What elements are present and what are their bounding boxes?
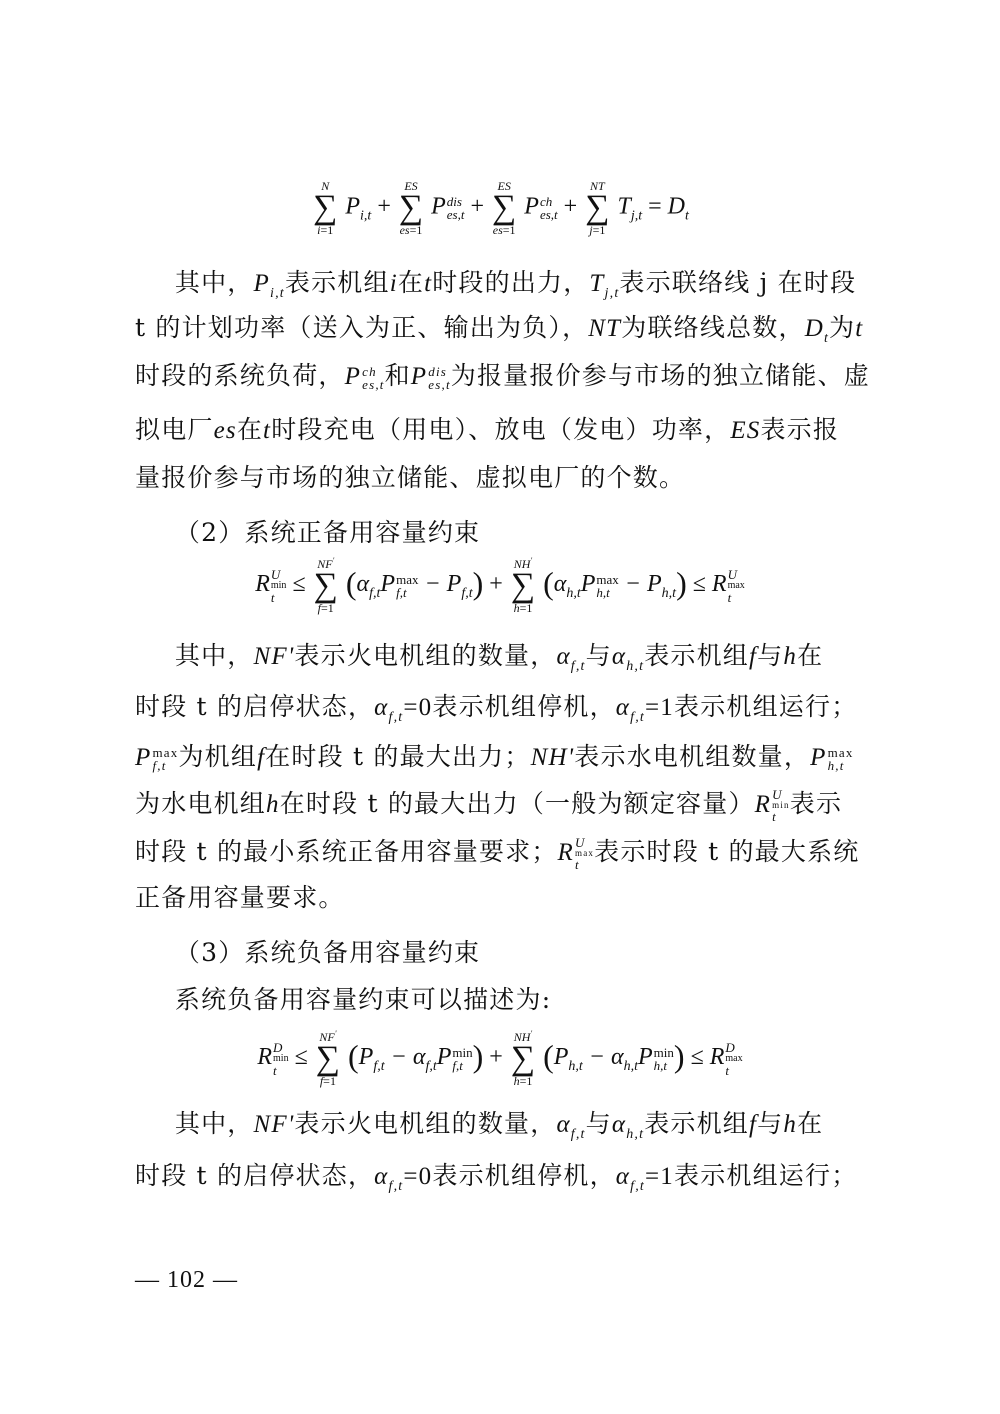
paragraph-1-line-4: 拟电厂es在t时段充电（用电）、放电（发电）功率，ES表示报	[135, 415, 840, 444]
equation-down-reserve: R D min t ≤ NF' ∑ f=1 ($P_{f,t} - \alpha_{f,t}P$ min f,t ) + NH' ∑ h=1 ($P_{h,t} - \alpha_{h,t}P$ min h,t ) ≤ R D max t	[257, 1029, 743, 1089]
paragraph-2-line-3: P max f,t 为机组f在时段 t 的最大出力；NH'表示水电机组数量，P max h,t	[135, 742, 854, 773]
paragraph-2-line-6: 正备用容量要求。	[135, 883, 345, 912]
page-number: — 102 —	[135, 1267, 238, 1293]
paragraph-2-line-1: 其中，NF'表示火电机组的数量，$\alpha_{f,t}$与$\alpha_{h,t}$表示机组f与h在	[135, 641, 824, 674]
equation-power-balance: N ∑ i=1 $P_{i,t}$ + ES ∑ es=1 P dis es,t + ES ∑ es=1 P ch es,t + NT ∑ j=1 $T_{j,t} = D_t$	[313, 179, 689, 238]
paragraph-1-line-3: 时段的系统负荷，P ch es,t 和P dis es,t 为报量报价参与市场的独立储能、虚	[135, 361, 870, 392]
section-heading-3: （3）系统负备用容量约束	[174, 938, 481, 967]
paragraph-4-line-1: 其中，NF'表示火电机组的数量，$\alpha_{f,t}$与$\alpha_{h,t}$表示机组f与h在	[135, 1109, 824, 1142]
equation-up-reserve: R U min t ≤ NF' ∑ f=1 ($\alpha_{f,t}P$ max f,t − $P_{f,t}$) + NH' ∑ h=1 ($\alpha_{h,t}P$ max h,t − $P_{h,t}) \le R$ U max t	[255, 556, 745, 616]
paragraph-4-line-2: 时段 t 的启停状态，$\alpha_{f,t}=0$表示机组停机，$\alpha_{f,t}=1$表示机组运行；	[135, 1161, 858, 1194]
paragraph-1-line-5: 量报价参与市场的独立储能、虚拟电厂的个数。	[135, 463, 686, 492]
paragraph-2-line-5: 时段 t 的最小系统正备用容量要求；R U max t 表示时段 t 的最大系统	[135, 835, 860, 872]
paragraph-2-line-4: 为水电机组h在时段 t 的最大出力（一般为额定容量）R U min t 表示	[135, 787, 843, 824]
paragraph-1-line-1: 其中，$P_{i,t}$表示机组i在t时段的出力，$T_{j,t}$表示联络线 j 在时段	[135, 268, 857, 301]
paragraph-2-line-2: 时段 t 的启停状态，$\alpha_{f,t}=0$表示机组停机，$\alpha_{f,t}=1$表示机组运行；	[135, 692, 858, 725]
section-heading-2: （2）系统正备用容量约束	[174, 518, 481, 547]
paragraph-1-line-2: t 的计划功率（送入为正、输出为负），NT为联络线总数，$D_t$为t	[135, 313, 864, 346]
paragraph-3-intro: 系统负备用容量约束可以描述为:	[174, 985, 552, 1014]
